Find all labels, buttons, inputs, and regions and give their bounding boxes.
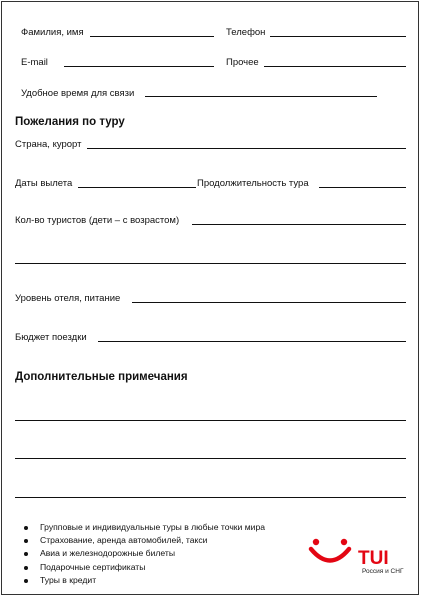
- dates-label: Даты вылета: [15, 178, 73, 189]
- logo-text: TUI: [358, 548, 389, 569]
- tourists-label: Кол-во туристов (дети – с возрастом): [15, 215, 180, 226]
- notes-line-3[interactable]: [15, 497, 406, 498]
- notes-line-1[interactable]: [15, 420, 406, 421]
- hotel-label: Уровень отеля, питание: [15, 293, 121, 304]
- duration-label: Продолжительность тура: [197, 178, 309, 189]
- logo-smile: [311, 549, 349, 561]
- name-label: Фамилия, имя: [21, 27, 84, 38]
- tour-wishes-heading: Пожелания по туру: [15, 116, 125, 128]
- phone-label: Телефон: [226, 27, 266, 38]
- budget-field[interactable]: [98, 341, 406, 342]
- country-label: Страна, курорт: [15, 139, 82, 150]
- other-label: Прочее: [226, 57, 259, 68]
- budget-label: Бюджет поездки: [15, 332, 87, 343]
- additional-notes-heading: Дополнительные примечания: [15, 371, 188, 383]
- duration-field[interactable]: [319, 187, 406, 188]
- logo-dot-left: [313, 539, 319, 545]
- dates-field[interactable]: [78, 187, 196, 188]
- services-list: [24, 521, 265, 587]
- tour-request-form: [1, 1, 419, 595]
- email-field[interactable]: [64, 66, 214, 67]
- name-field[interactable]: [90, 36, 214, 37]
- contact-time-field[interactable]: [145, 96, 377, 97]
- email-label: E-mail: [21, 57, 48, 68]
- notes-line-2[interactable]: [15, 458, 406, 459]
- hotel-field[interactable]: [132, 302, 406, 303]
- tourists-field[interactable]: [192, 224, 406, 225]
- other-field[interactable]: [264, 66, 406, 67]
- service-item: Авиа и железнодорожные билеты: [24, 547, 265, 560]
- tourists-extra-line[interactable]: [15, 263, 406, 264]
- logo-subtitle: Россия и СНГ: [362, 568, 404, 575]
- logo-dot-right: [341, 539, 347, 545]
- service-item: Туры в кредит: [24, 574, 265, 587]
- service-item: Страхование, аренда автомобилей, такси: [24, 534, 265, 547]
- service-item: Групповые и индивидуальные туры в любые точки мира: [24, 521, 265, 534]
- service-item: Подарочные сертификаты: [24, 561, 265, 574]
- phone-field[interactable]: [270, 36, 406, 37]
- country-field[interactable]: [87, 148, 406, 149]
- contact-time-label: Удобное время для связи: [21, 88, 135, 99]
